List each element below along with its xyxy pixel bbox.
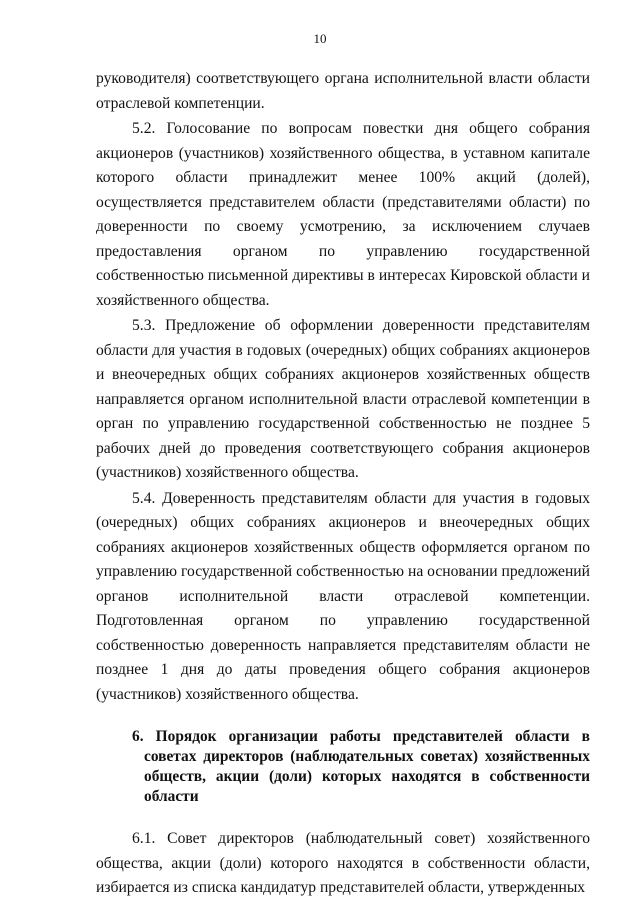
continuation-paragraph: руководителя) соответствующего органа исполнительной власти области отраслевой компетенции. — [96, 70, 590, 112]
document-body — [96, 67, 590, 901]
paragraph-5-3: 5.3. Предложение об оформлении доверенности представителям области для участия в годовых (очередных) общих собраниях акционеров и внеочередных общих собраниях акционеров хозяйственных обществ направляется органом исполнительной власти отраслевой компетенции в орган по управлению государственной собственностью не позднее 5 рабочих дней до проведения соответствующего собрания акционеров (участников) хозяйственного общества. — [96, 317, 590, 481]
paragraph-6-1: 6.1. Совет директоров (наблюдательный совет) хозяйственного общества, акции (доли) которого находятся в собственности области, избирается из списка кандидатур представителей области, утвержденных — [96, 830, 590, 896]
page-number: 10 — [313, 31, 327, 46]
paragraph-5-4: 5.4. Доверенность представителям области для участия в годовых (очередных) общих собраниях акционеров и внеочередных общих собраниях акционеров хозяйственных обществ оформляется органом по управлению государственной собственностью на основании предложений органов исполнительной власти отраслевой компетенции. Подготовленная органом по управлению государственной собственностью доверенность направляется представителям области не позднее 1 дня до даты проведения общего собрания акционеров (участников) хозяйственного общества. — [96, 489, 590, 703]
section-6-heading: 6. Порядок организации работы представителей области в советах директоров (наблюдательных советах) хозяйственных обществ, акции (доли) которых находятся в собственности области — [132, 728, 590, 805]
paragraph-5-2: 5.2. Голосование по вопросам повестки дня общего собрания акционеров (участников) хозяйственного общества, в уставном капитале которого области принадлежит менее 100% акций (долей), осуществляется представителем области (представителями области) по доверенности по своему усмотрению, за исключением случаев предоставления органом по управлению государственной собственностью письменной директивы в интересах Кировской области и хозяйственного общества. — [96, 120, 590, 309]
